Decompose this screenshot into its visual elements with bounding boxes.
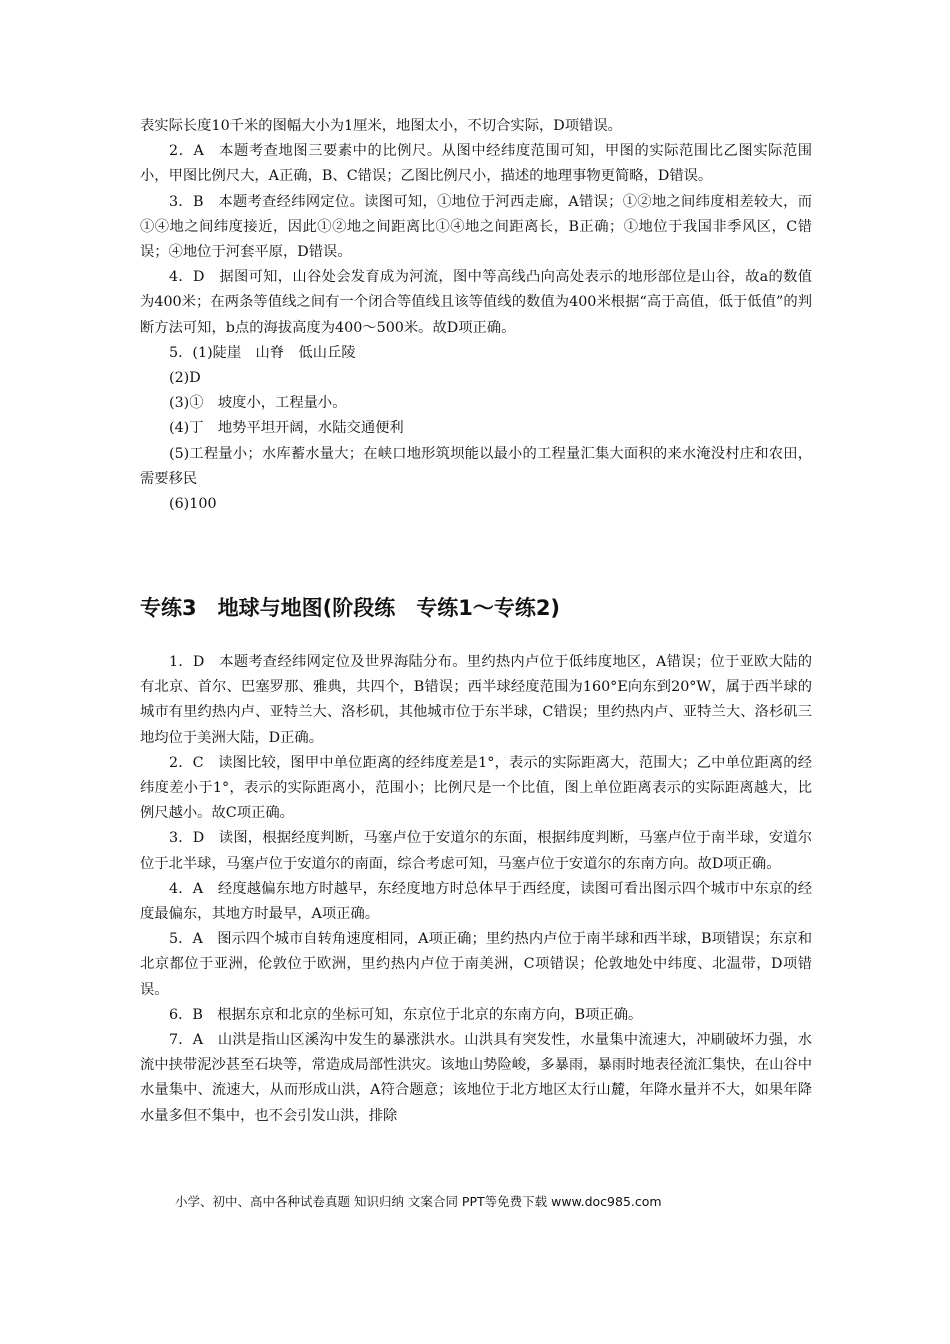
answer-5-part-3: (3)① 坡度小，工程量小。 [169,395,347,412]
answer-5-part-4: (4)丁 地势平坦开阔，水陆交通便利 [169,420,404,437]
answer-5-part-1: 5．(1)陡崖 山脊 低山丘陵 [169,344,356,361]
answer-block-previous [140,114,812,517]
answer-7: 7．A 山洪是指山区溪沟中发生的暴涨洪水。山洪具有突发性，水量集中流速大，冲刷破坏力强，水流中挟带泥沙甚至石块等，常造成局部性洪灾。该地山势险峻，多暴雨，暴雨时地表径流汇集快，在山谷中水量集中、流速大，从而形成山洪，A符合题意；该地位于北方地区太行山麓，年降水量并不大，如果年降水量多但不集中，也不会引发山洪，排除 [140,1032,812,1124]
answer-5: 5．A 图示四个城市自转角速度相同，A项正确；里约热内卢位于南半球和西半球，B项错误；东京和北京都位于亚洲，伦敦位于欧洲，里约热内卢位于南美洲，C项错误；伦敦地处中纬度、北温带，D项错误。 [140,931,812,998]
answer-4: 4．A 经度越偏东地方时越早，东经度地方时总体早于西经度，读图可看出图示四个城市中东京的经度最偏东，其地方时最早，A项正确。 [140,880,812,923]
answer-3: 3．B 本题考查经纬网定位。读图可知，①地位于河西走廊，A错误；①②地之间纬度相差较大，而①④地之间纬度接近，因此①②地之间距离比①④地之间距离长，B正确；①地位于我国非季风区，C错误；④地位于河套平原，D错误。 [140,193,812,261]
page-footer: 小学、初中、高中各种试卷真题 知识归纳 文案合同 PPT等免费下载 www.doc985.com [175,1194,662,1209]
answer-5-part-6: (6)100 [169,496,217,513]
answer-2: 2．A 本题考查地图三要素中的比例尺。从图中经纬度范围可知，甲图的实际范围比乙图实际范围小，甲图比例尺大，A正确，B、C错误；乙图比例尺小，描述的地理事物更简略，D错误。 [140,143,812,185]
answer-1: 1．D 本题考查经纬网定位及世界海陆分布。里约热内卢位于低纬度地区，A错误；位于亚欧大陆的有北京、首尔、巴塞罗那、雅典，共四个，B错误；西半球经度范围为160°E向东到20°W，属于西半球的城市有里约热内卢、亚特兰大、洛杉矶，其他城市位于东半球，C错误；里约热内卢、亚特兰大、洛杉矶三地均位于美洲大陆，D正确。 [140,654,812,746]
answer-block-section-3 [140,650,812,1129]
answer-5-part-5: (5)工程量小；水库蓄水量大；在峡口地形筑坝能以最小的工程量汇集大面积的来水淹没村庄和农田，需要移民 [140,445,812,487]
answer-6: 6．B 根据东京和北京的坐标可知，东京位于北京的东南方向，B项正确。 [169,1006,643,1023]
answer-3: 3．D 读图，根据经度判断，马塞卢位于安道尔的东面，根据纬度判断，马塞卢位于南半球，安道尔位于北半球，马塞卢位于安道尔的南面，综合考虑可知，马塞卢位于安道尔的东南方向。故D项正确。 [140,830,812,872]
answer-5-part-2: (2)D [169,370,201,387]
section-title: 专练3 地球与地图(阶段练 专练1～专练2) [140,596,561,620]
answer-4: 4．D 据图可知，山谷处会发育成为河流，图中等高线凸向高处表示的地形部位是山谷，故a的数值为400米；在两条等值线之间有一个闭合等值线且该等值线的数值为400米根据“高于高值，低于低值”的判断方法可知，b点的海拔高度为400～500米。故D项正确。 [140,269,812,336]
answer-2: 2．C 读图比较，图甲中单位距离的经纬度差是1°，表示的实际距离大，范围大；乙中单位距离的经纬度差小于1°，表示的实际距离小，范围小；比例尺是一个比值，图上单位距离表示的实际距离越大，比例尺越小。故C项正确。 [140,754,812,822]
paragraph-continuation: 表实际长度10千米的图幅大小为1厘米，地图太小，不切合实际，D项错误。 [140,118,622,134]
